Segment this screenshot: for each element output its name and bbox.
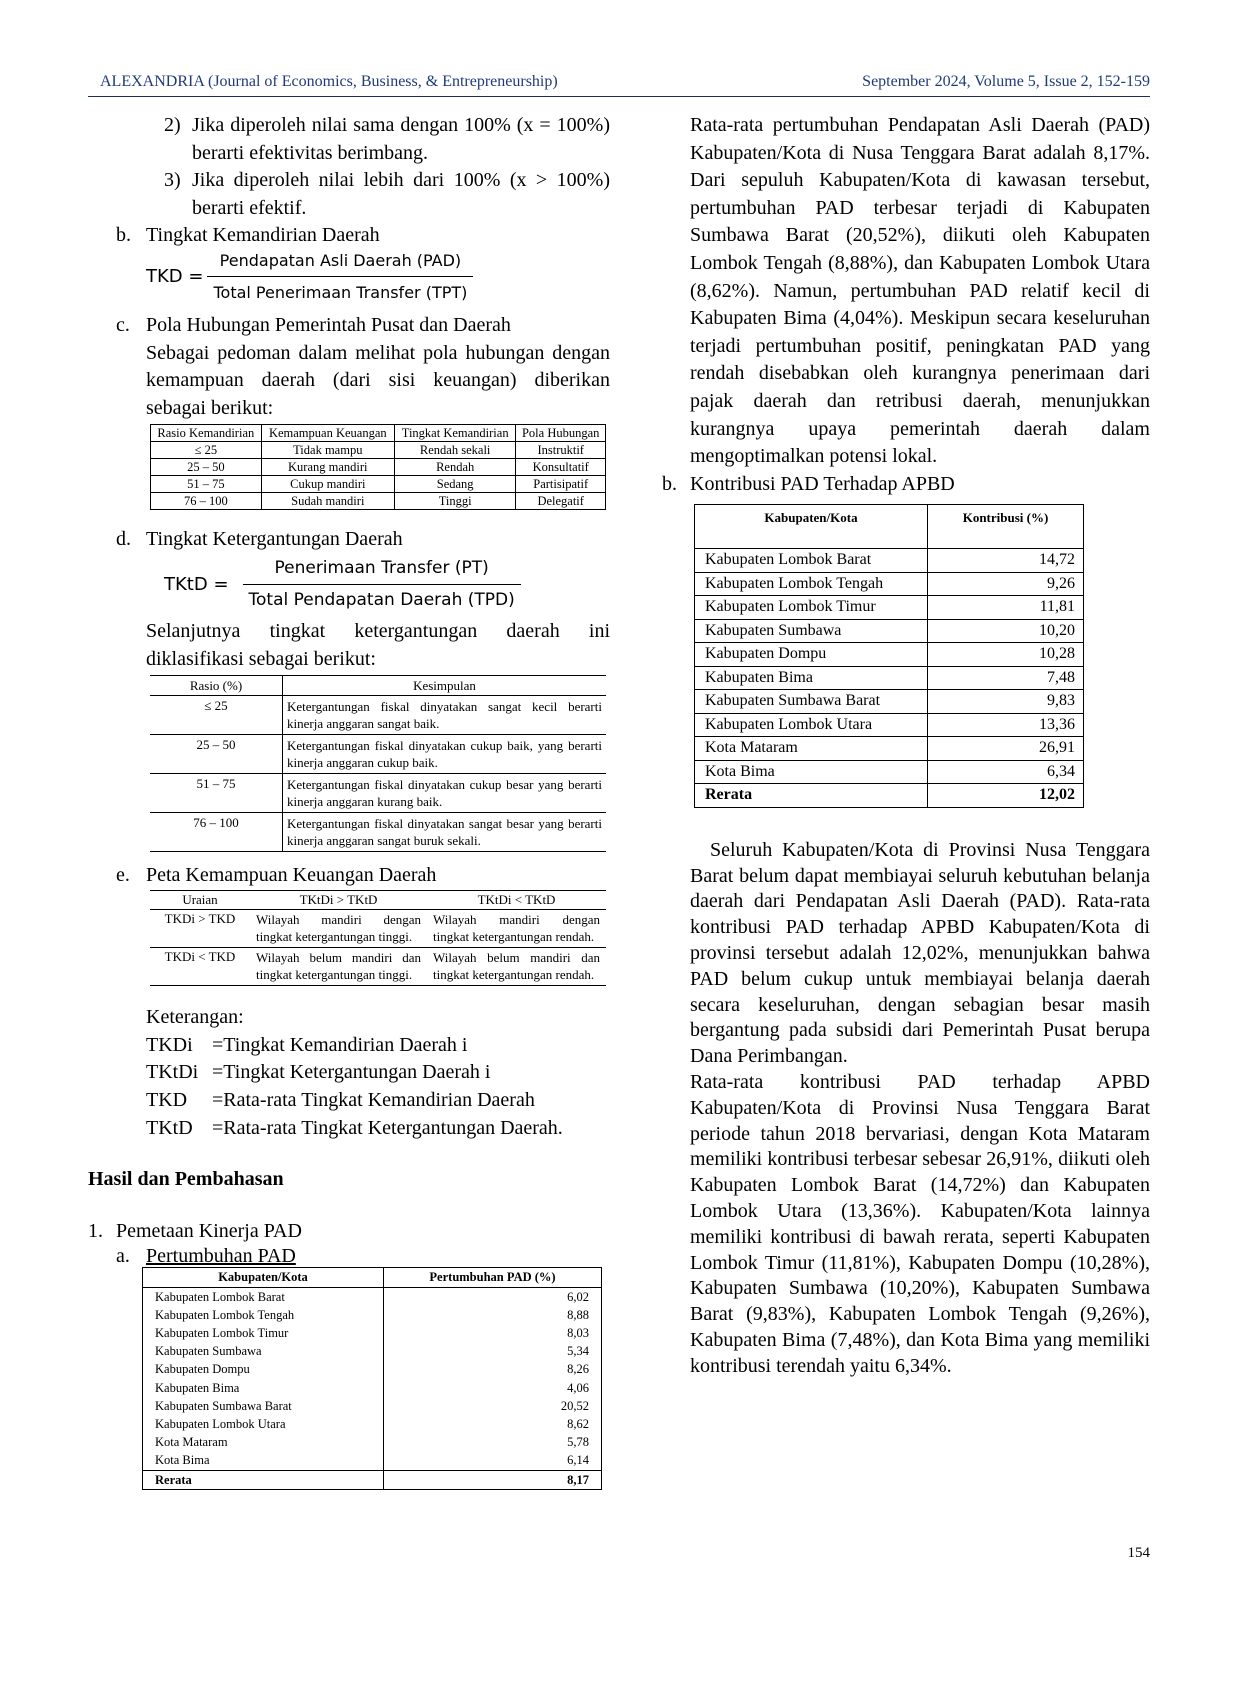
table-row: 76 – 100 Ketergantungan fiskal dinyatakan sangat besar yang berarti kinerja anggaran sangat buruk sekali.	[150, 813, 606, 852]
table-row: Kota Mataram 26,91	[695, 737, 1084, 761]
table-row: Kabupaten Sumbawa Barat 20,52	[143, 1397, 602, 1415]
table-row: Kabupaten Lombok Utara 13,36	[695, 713, 1084, 737]
table-row: Kota Mataram 5,78	[143, 1433, 602, 1451]
keterangan-item: TKtDi =Tingkat Ketergantungan Daerah i	[146, 1061, 491, 1084]
list-item-3: 3) Jika diperoleh nilai lebih dari 100% (x > 100%) berarti efektif.	[164, 169, 610, 219]
section-c-text: Sebagai pedoman dalam melihat pola hubungan dengan kemampuan daerah (dari sisi keuangan) diberikan sebagai berikut:	[146, 341, 610, 419]
peta-kemampuan-table	[150, 890, 606, 987]
section-c-heading: c. Pola Hubungan Pemerintah Pusat dan Daerah	[116, 313, 511, 336]
table-row: Kabupaten Lombok Barat 6,02	[143, 1287, 602, 1306]
table-row: ≤ 25 Ketergantungan fiskal dinyatakan sangat kecil berarti kinerja anggaran sangat baik.	[150, 696, 606, 735]
table-row: Kabupaten Lombok Timur 8,03	[143, 1324, 602, 1342]
table-row: Kabupaten Sumbawa Barat 9,83	[695, 690, 1084, 714]
table-row: ≤ 25 Tidak mampu Rendah sekali Instruktif	[151, 442, 606, 459]
table-row: Kabupaten Lombok Tengah 9,26	[695, 572, 1084, 596]
keterangan-item: TKDi =Tingkat Kemandirian Daerah i	[146, 1033, 468, 1056]
table-row: Kabupaten Sumbawa 10,20	[695, 619, 1084, 643]
kontribusi-pad-table	[694, 504, 1084, 808]
tkd-numerator: Pendapatan Asli Daerah (PAD)	[207, 247, 473, 278]
table-row: Kota Bima 6,14	[143, 1451, 602, 1470]
sub-b-heading: b. Kontribusi PAD Terhadap APBD	[662, 472, 955, 495]
section-e-heading: e. Peta Kemampuan Keuangan Daerah	[116, 864, 437, 887]
table-row: Kabupaten Bima 4,06	[143, 1379, 602, 1397]
table-average-row: Rerata 8,17	[143, 1470, 602, 1489]
section-b-heading: b. Tingkat Kemandirian Daerah	[116, 224, 380, 247]
running-header	[88, 70, 1150, 97]
tkd-formula: TKD = $\frac{\text{Pendapatan Asli Daerah (PAD)}}{\text{Total Penerimaan Transfer (TPT)}}$	[88, 254, 610, 300]
table-row: 25 – 50 Ketergantungan fiskal dinyatakan cukup baik, yang berarti kinerja anggaran cukup baik.	[150, 735, 606, 774]
table-row: 51 – 75 Cukup mandiri Sedang Partisipatif	[151, 476, 606, 493]
pola-hubungan-table	[150, 424, 606, 510]
paragraph-kontribusi-2: Rata-rata kontribusi PAD terhadap APBD Kabupaten/Kota di Provinsi Nusa Tenggara Barat periode tahun 2018 bervariasi, dengan Kota Mataram memiliki kontribusi terbesar sebesar 26,91%, diikuti oleh Kabupaten Lombok Barat (14,72%) dan Kabupaten Lombok Utara (13,36%). Kabupaten/Kota lainnya memiliki kontribusi di bawah rerata, seperti Kabupaten Lombok Timur (11,81%), Kabupaten Dompu (10,28%), Kabupaten Sumbawa (10,20%), Kabupaten Sumbawa Barat (9,83%), Kabupaten Lombok Tengah (9,26%), Kabupaten Bima (7,48%), dan Kota Bima yang memiliki kontribusi terendah yaitu 6,34%.	[690, 1070, 1150, 1377]
paragraph-pertumbuhan: Rata-rata pertumbuhan Pendapatan Asli Daerah (PAD) Kabupaten/Kota di Nusa Tenggara Barat adalah 8,17%. Dari sepuluh Kabupaten/Kota di kawasan tersebut, pertumbuhan PAD terbesar terjadi di Kabupaten Sumbawa Barat (20,52%), diikuti oleh Kabupaten Lombok Tengah (8,88%), dan Kabupaten Lombok Utara (8,62%). Namun, pertumbuhan PAD relatif kecil di Kabupaten Bima (4,04%). Meskipun secara keseluruhan terjadi pertumbuhan positif, peningkatan PAD yang rendah disebabkan oleh kurangnya penerimaan dari pajak daerah dan retribusi daerah, menunjukkan kurangnya upaya pemerintah daerah dalam mengoptimalkan potensi lokal.	[690, 114, 1150, 468]
issue-info: September 2024, Volume 5, Issue 2, 152-159	[862, 73, 1150, 90]
page-number: 154	[1127, 1545, 1150, 1561]
table-header-row: Rasio (%) Kesimpulan	[150, 676, 606, 696]
keterangan-item: TKtD =Rata-rata Tingkat Ketergantungan Daerah.	[146, 1116, 563, 1139]
tktd-formula: TKtD = $\frac{\text{Penerimaan Transfer (PT)}}{\text{Total Pendapatan Daerah (TPD)}}$	[88, 560, 610, 610]
table-row: Kabupaten Sumbawa 5,34	[143, 1342, 602, 1360]
paragraph-kontribusi-1: Seluruh Kabupaten/Kota di Provinsi Nusa Tenggara Barat belum dapat membiayai seluruh kebutuhan belanja daerah dari Pendapatan Asli Daerah (PAD). Rata-rata kontribusi PAD terhadap APBD Kabupaten/Kota di provinsi tersebut adalah 12,02%, menunjukkan bahwa PAD belum cukup untuk membiayai belanja daerah secara keseluruhan, dengan sebagian besar masih bergantung pada subsidi dari Pemerintah Pusat berupa Dana Perimbangan.	[690, 838, 1150, 1068]
table-header-row: Uraian TKtDi > TKtD TKtDi < TKtD	[150, 890, 606, 910]
table-header-row: Rasio Kemandirian Kemampuan Keuangan Tingkat Kemandirian Pola Hubungan	[151, 425, 606, 442]
journal-name: ALEXANDRIA (Journal of Economics, Business, & Entrepreneurship)	[100, 73, 558, 90]
table-row: Kabupaten Dompu 8,26	[143, 1360, 602, 1378]
ketergantungan-table	[150, 675, 606, 852]
pertumbuhan-pad-table	[142, 1267, 602, 1489]
table-row: 76 – 100 Sudah mandiri Tinggi Delegatif	[151, 493, 606, 510]
section-d-text: Selanjutnya tingkat ketergantungan daerah ini diklasifikasi sebagai berikut:	[146, 619, 610, 670]
table-row: Kota Bima 6,34	[695, 760, 1084, 784]
section-heading: Hasil dan Pembahasan	[88, 1168, 284, 1191]
table-row: Kabupaten Bima 7,48	[695, 666, 1084, 690]
table-row: TKDi > TKD Wilayah mandiri dengan tingkat ketergantungan tinggi. Wilayah mandiri dengan tingkat ketergantungan rendah.	[150, 910, 606, 948]
table-average-row: Rerata 12,02	[695, 784, 1084, 808]
keterangan-item: TKD =Rata-rata Tingkat Kemandirian Daerah	[146, 1089, 535, 1111]
table-header-row: Kabupaten/Kota Pertumbuhan PAD (%)	[143, 1268, 602, 1287]
table-header-row: Kabupaten/Kota Kontribusi (%)	[695, 505, 1084, 549]
list-item-2: 2) Jika diperoleh nilai sama dengan 100% (x = 100%) berarti efektivitas berimbang.	[164, 114, 610, 164]
keterangan-title: Keterangan:	[146, 1006, 244, 1029]
table-row: Kabupaten Lombok Tengah 8,88	[143, 1306, 602, 1324]
right-column	[662, 112, 1150, 1380]
table-row: Kabupaten Lombok Utara 8,62	[143, 1415, 602, 1433]
tktd-numerator: Penerimaan Transfer (PT)	[243, 555, 521, 586]
sub-a-heading: a. Pertumbuhan PAD	[116, 1245, 296, 1268]
table-row: 51 – 75 Ketergantungan fiskal dinyatakan cukup besar yang berarti kinerja anggaran kurang baik.	[150, 774, 606, 813]
tkd-denominator: Total Penerimaan Transfer (TPT)	[213, 283, 468, 303]
section-d-heading: d. Tingkat Ketergantungan Daerah	[116, 528, 403, 551]
left-column	[88, 112, 610, 1490]
table-row: TKDi < TKD Wilayah belum mandiri dan tingkat ketergantungan tinggi. Wilayah belum mandiri dan tingkat ketergantungan rendah.	[164, 949, 600, 982]
table-row: Kabupaten Lombok Timur 11,81	[695, 596, 1084, 620]
tktd-denominator: Total Pendapatan Daerah (TPD)	[248, 590, 515, 611]
table-row: 25 – 50 Kurang mandiri Rendah Konsultatif	[151, 459, 606, 476]
table-row: Kabupaten Dompu 10,28	[695, 643, 1084, 667]
item-1-heading: 1. Pemetaan Kinerja PAD	[88, 1219, 302, 1242]
table-row: Kabupaten Lombok Barat 14,72	[695, 549, 1084, 573]
keterangan-block	[88, 1004, 610, 1142]
